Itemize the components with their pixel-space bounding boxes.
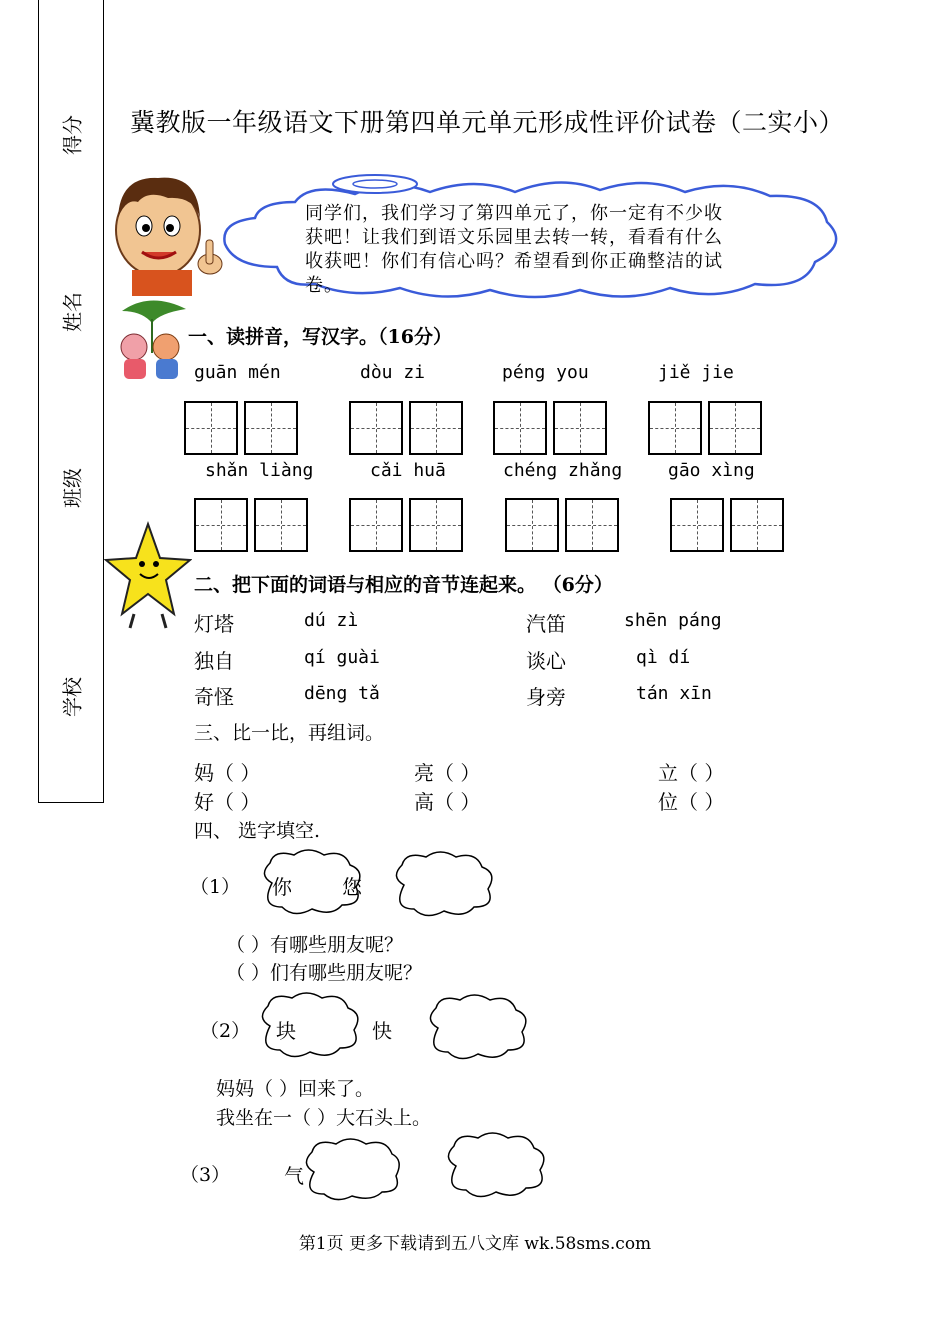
q2-line2[interactable]: 我坐在一（ ）大石头上。 xyxy=(216,1107,432,1129)
compare-li[interactable]: 立（ ） xyxy=(658,761,725,785)
writing-box[interactable] xyxy=(349,401,403,455)
syllable-shenpang: shēn páng xyxy=(624,610,722,631)
q3-number: （3） xyxy=(180,1164,231,1186)
syllable-qiguai: qí guài xyxy=(304,647,380,668)
word-tanxin: 谈心 xyxy=(526,649,566,673)
pinyin-pengyou: péng you xyxy=(502,362,589,383)
section4-heading: 四、 选字填空. xyxy=(194,820,321,842)
writing-box[interactable] xyxy=(244,401,298,455)
compare-ma[interactable]: 妈（ ） xyxy=(194,761,261,785)
word-qidi: 汽笛 xyxy=(526,612,566,636)
pinyin-guanmen: guān mén xyxy=(194,362,281,383)
writing-box[interactable] xyxy=(730,498,784,552)
q1-line2[interactable]: （ ）们有哪些朋友呢？ xyxy=(226,962,423,984)
section3-heading: 三、比一比，再组词。 xyxy=(194,722,385,744)
q1-number: （1） xyxy=(190,876,241,898)
page-footer: 第1页 更多下载请到五八文库 wk.58sms.com xyxy=(298,1234,652,1254)
cloud-shape xyxy=(384,847,506,921)
class-label: 班级 xyxy=(60,468,85,508)
name-label: 姓名 xyxy=(60,292,85,332)
syllable-dengta: dēng tǎ xyxy=(304,683,380,704)
word-dengta: 灯塔 xyxy=(194,612,234,636)
syllable-qidi: qì dí xyxy=(636,647,691,668)
writing-box[interactable] xyxy=(505,498,559,552)
star-illustration xyxy=(104,520,192,632)
writing-box[interactable] xyxy=(670,498,724,552)
syllable-duzi: dú zì xyxy=(304,610,359,631)
compare-gao[interactable]: 高（ ） xyxy=(414,790,481,814)
page-title: 冀教版一年级语文下册第四单元单元形成性评价试卷（二实小） xyxy=(130,108,845,137)
binding-margin xyxy=(38,0,104,803)
word-shenpang: 身旁 xyxy=(526,685,566,709)
writing-box[interactable] xyxy=(349,498,403,552)
writing-box[interactable] xyxy=(184,401,238,455)
mascots-illustration xyxy=(112,293,192,383)
cloud-shape xyxy=(250,988,368,1064)
compare-liang[interactable]: 亮（ ） xyxy=(414,761,481,785)
pinyin-gaoxing: gāo xìng xyxy=(668,460,755,481)
q2-option-a[interactable]: 块 xyxy=(276,1019,296,1043)
q1-line1[interactable]: （ ）有哪些朋友呢？ xyxy=(226,934,404,956)
score-label: 得分 xyxy=(60,115,85,155)
cloud-shape xyxy=(294,1134,406,1204)
q2-option-b[interactable]: 快 xyxy=(372,1019,392,1043)
cloud-shape xyxy=(436,1128,554,1202)
compare-wei[interactable]: 位（ ） xyxy=(658,790,725,814)
cloud-shape xyxy=(418,990,538,1066)
pinyin-chengzhang: chéng zhǎng xyxy=(503,460,623,481)
boy-illustration xyxy=(108,168,228,296)
writing-box[interactable] xyxy=(194,498,248,552)
writing-box[interactable] xyxy=(254,498,308,552)
pinyin-jiejie: jiě jie xyxy=(658,362,734,383)
section1-heading: 一、读拼音，写汉字。（16分） xyxy=(188,326,452,348)
writing-box[interactable] xyxy=(553,401,607,455)
word-duzi: 独自 xyxy=(194,649,234,673)
school-label: 学校 xyxy=(60,677,85,717)
writing-box[interactable] xyxy=(648,401,702,455)
word-qiguai: 奇怪 xyxy=(194,685,234,709)
pinyin-douzi: dòu zi xyxy=(360,362,426,383)
q2-line1[interactable]: 妈妈（ ）回来了。 xyxy=(216,1078,375,1100)
writing-box[interactable] xyxy=(565,498,619,552)
pinyin-shanliang: shǎn liàng xyxy=(205,460,314,481)
writing-box[interactable] xyxy=(493,401,547,455)
writing-box[interactable] xyxy=(409,498,463,552)
intro-text: 同学们，我们学习了第四单元了，你一定有不少收获吧！让我们到语文乐园里去转一转，看看有什么收获吧！你们有信心吗？希望看到你正确整洁的试卷。 xyxy=(305,203,723,296)
q1-option-b[interactable]: 您 xyxy=(342,875,362,899)
section2-heading: 二、把下面的词语与相应的音节连起来。 （6分） xyxy=(194,574,613,596)
q3-option-a[interactable]: 气 xyxy=(284,1164,304,1188)
writing-box[interactable] xyxy=(708,401,762,455)
pinyin-caihua: cǎi huā xyxy=(370,460,446,481)
q1-option-a[interactable]: 你 xyxy=(272,875,292,899)
compare-hao[interactable]: 好（ ） xyxy=(194,790,261,814)
q2-number: （2） xyxy=(200,1020,251,1042)
syllable-tanxin: tán xīn xyxy=(636,683,712,704)
writing-box[interactable] xyxy=(409,401,463,455)
